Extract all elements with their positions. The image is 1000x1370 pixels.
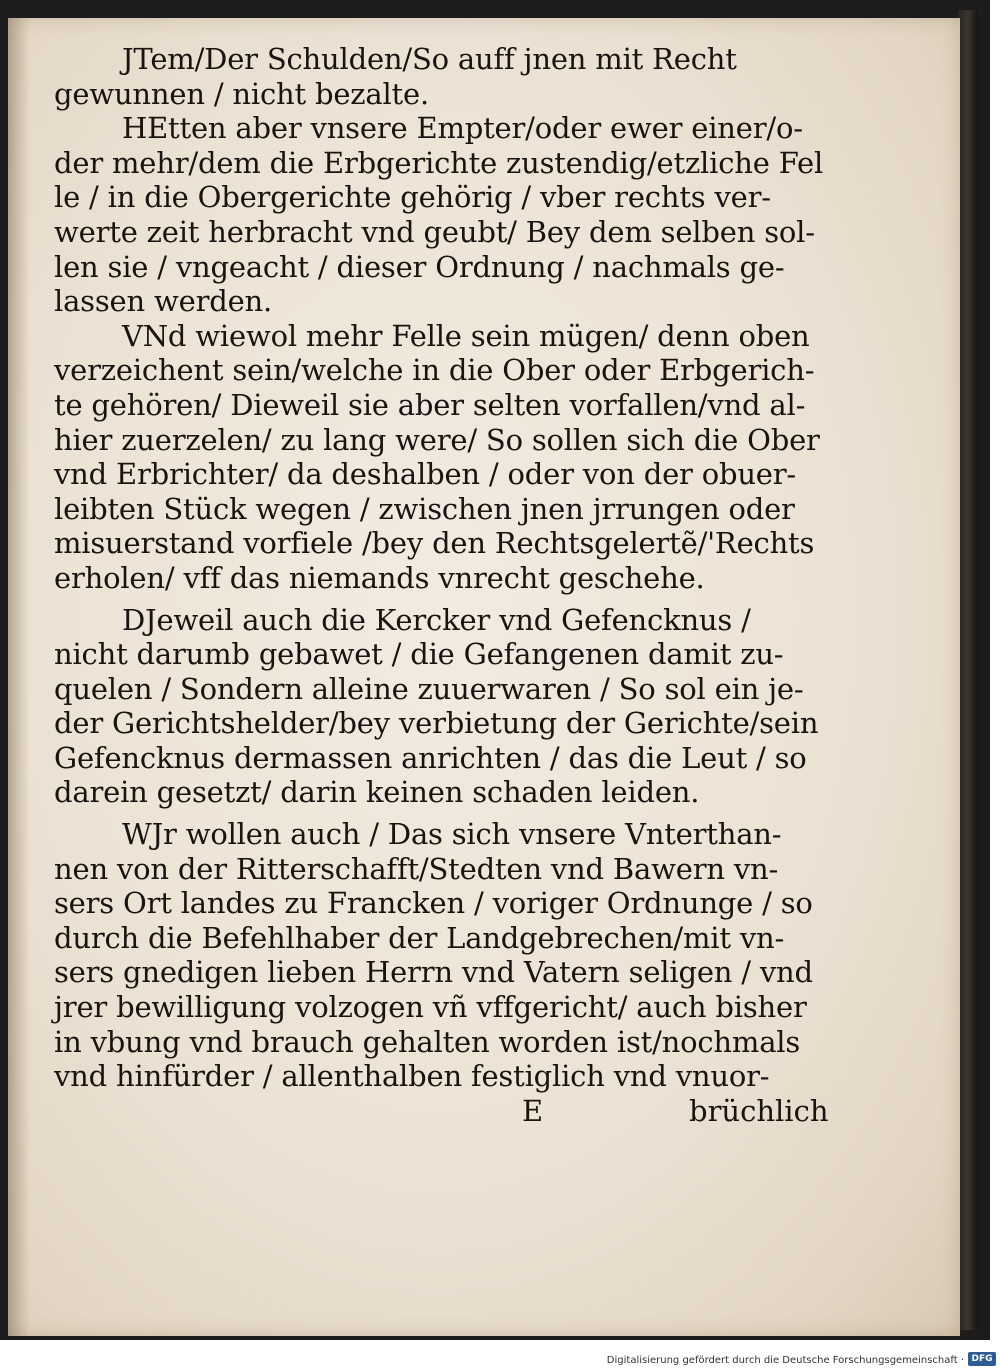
text-line: hier zuerzelen/ zu lang were/ So sollen sich die Ober bbox=[54, 422, 820, 457]
signature-mark: E bbox=[522, 1093, 544, 1128]
text-line: nicht darumb gebawet / die Gefangenen damit zu- bbox=[54, 637, 784, 672]
text-line: in vbung vnd brauch gehalten worden ist/nochmals bbox=[54, 1024, 801, 1059]
catchword: brüchlich bbox=[689, 1093, 829, 1128]
text-line: leibten Stück wegen / zwischen jnen jrrungen oder bbox=[54, 491, 795, 526]
text-line: durch die Befehlhaber der Landgebrechen/mit vn- bbox=[54, 920, 785, 955]
text-line: erholen/ vff das niemands vnrecht geschehe. bbox=[54, 560, 705, 595]
text-line: HEtten aber vnsere Empter/oder ewer einer/o- bbox=[122, 111, 803, 146]
text-line: vnd Erbrichter/ da deshalben / oder von der obuer- bbox=[54, 457, 797, 492]
text-line: quelen / Sondern alleine zuuerwaren / So sol ein je- bbox=[54, 671, 804, 706]
text-line: vnd hinfürder / allenthalben festiglich vnd vnuor- bbox=[54, 1059, 770, 1094]
text-line: te gehören/ Dieweil sie aber selten vorfallen/vnd al- bbox=[54, 387, 806, 422]
text-line: len sie / vngeacht / dieser Ordnung / nachmals ge- bbox=[54, 249, 785, 284]
text-line: VNd wiewol mehr Felle sein mügen/ denn oben bbox=[122, 318, 810, 353]
text-line: sers gnedigen lieben Herrn vnd Vatern seligen / vnd bbox=[54, 955, 813, 990]
paragraph-gap bbox=[54, 596, 854, 603]
text-line: Gefencknus dermassen anrichten / das die Leut / so bbox=[54, 740, 807, 775]
text-line: DJeweil auch die Kercker vnd Gefencknus / bbox=[122, 602, 751, 637]
text-line: misuerstand vorfiele /bey den Rechtsgelertẽ/'Rechts bbox=[54, 526, 815, 561]
text-line: WJr wollen auch / Das sich vnsere Vnterthan- bbox=[122, 817, 782, 852]
page-foot bbox=[54, 1094, 854, 1129]
book-edge bbox=[958, 10, 978, 1330]
text-line: darein gesetzt/ darin keinen schaden leiden. bbox=[54, 775, 700, 810]
paragraph-gap bbox=[54, 810, 854, 817]
text-line: werte zeit herbracht vnd geubt/ Bey dem selben sol- bbox=[54, 214, 815, 249]
text-line: gewunnen / nicht bezalte. bbox=[54, 76, 429, 111]
text-line: lassen werden. bbox=[54, 284, 273, 319]
text-line: verzeichent sein/welche in die Ober oder Erbgerich- bbox=[54, 353, 815, 388]
page-gutter-shadow bbox=[8, 18, 30, 1336]
page-text bbox=[54, 42, 854, 1128]
text-line: le / in die Obergerichte gehörig / vber rechts ver- bbox=[54, 180, 771, 215]
text-line: JTem/Der Schulden/So auff jnen mit Recht bbox=[122, 42, 737, 76]
text-line: jrer bewilligung volzogen vñ vffgericht/ auch bisher bbox=[54, 990, 807, 1025]
text-line: der mehr/dem die Erbgerichte zustendig/etzliche Fel bbox=[54, 145, 824, 180]
digitization-credit: Digitalisierung gefördert durch die Deutsche Forschungsgemeinschaft · bbox=[606, 1355, 964, 1366]
dfg-logo: DFG bbox=[968, 1352, 996, 1366]
text-line: nen von der Ritterschafft/Stedten vnd Bawern vn- bbox=[54, 851, 779, 886]
text-line: der Gerichtshelder/bey verbietung der Gerichte/sein bbox=[54, 706, 819, 741]
text-line: sers Ort landes zu Francken / voriger Ordnunge / so bbox=[54, 886, 813, 921]
